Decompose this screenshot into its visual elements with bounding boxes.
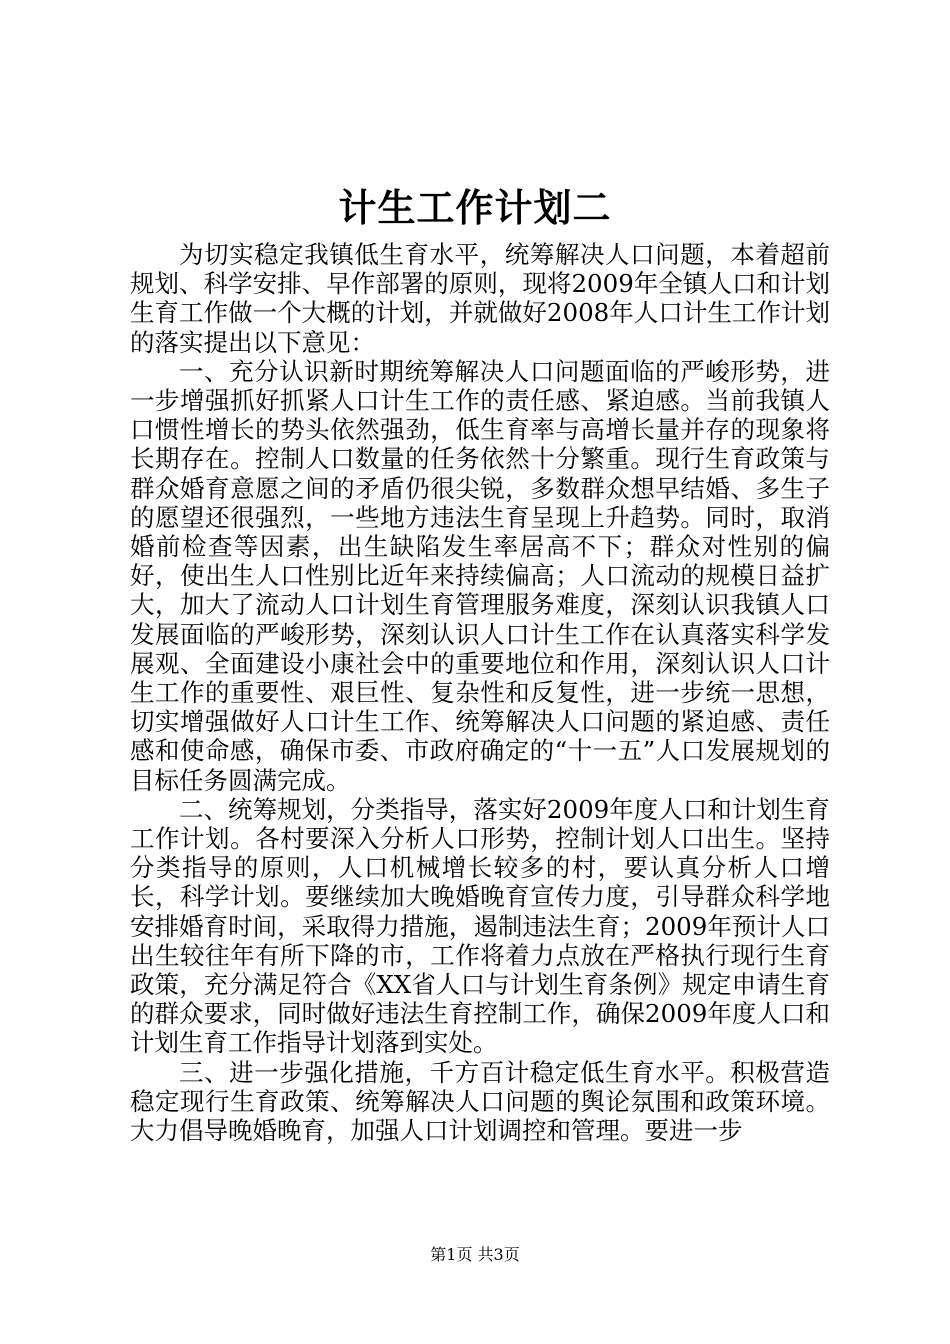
document-title: 计生工作计划二 [338, 185, 612, 230]
document-body [130, 240, 830, 1145]
paragraph-section-3: 三、进一步强化措施，千方百计稳定低生育水平。积极营造稳定现行生育政策、统筹解决人口问题的舆论氛围和政策环境。大力倡导晚婚晚育，加强人口计划调控和管理。要进一步 [130, 1057, 830, 1146]
page-number-footer: 第1页 共3页 [430, 1245, 520, 1264]
paragraph-section-2: 二、统筹规划，分类指导，落实好2009年度人口和计划生育工作计划。各村要深入分析人口形势，控制计划人口出生。坚持分类指导的原则，人口机械增长较多的村，要认真分析人口增长，科学计划。要继续加大晚婚晚育宣传力度，引导群众科学地安排婚育时间，采取得力措施，遏制违法生育；2009年预计人口出生较往年有所下降的市，工作将着力点放在严格执行现行生育政策，充分满足符合《XX省人口与计划生育条例》规定申请生育的群众要求，同时做好违法生育控制工作，确保2009年度人口和计划生育工作指导计划落到实处。 [130, 794, 830, 1058]
paragraph-intro: 为切实稳定我镇低生育水平，统筹解决人口问题，本着超前规划、科学安排、早作部署的原则，现将2009年全镇人口和计划生育工作做一个大概的计划，并就做好2008年人口计生工作计划的落实提出以下意见： [130, 240, 830, 357]
paragraph-section-1: 一、充分认识新时期统筹解决人口问题面临的严峻形势，进一步增强抓好抓紧人口计生工作的责任感、紧迫感。当前我镇人口惯性增长的势头依然强劲，低生育率与高增长量并存的现象将长期存在。控制人口数量的任务依然十分繁重。现行生育政策与群众婚育意愿之间的矛盾仍很尖锐，多数群众想早结婚、多生子的愿望还很强烈，一些地方违法生育呈现上升趋势。同时，取消婚前检查等因素，出生缺陷发生率居高不下；群众对性别的偏好，使出生人口性别比近年来持续偏高；人口流动的规模日益扩大，加大了流动人口计划生育管理服务难度，深刻认识我镇人口发展面临的严峻形势，深刻认识人口计生工作在认真落实科学发展观、全面建设小康社会中的重要地位和作用，深刻认识人口计生工作的重要性、艰巨性、复杂性和反复性，进一步统一思想，切实增强做好人口计生工作、统筹解决人口问题的紧迫感、责任感和使命感，确保市委、市政府确定的“十一五”人口发展规划的目标任务圆满完成。 [130, 356, 830, 795]
